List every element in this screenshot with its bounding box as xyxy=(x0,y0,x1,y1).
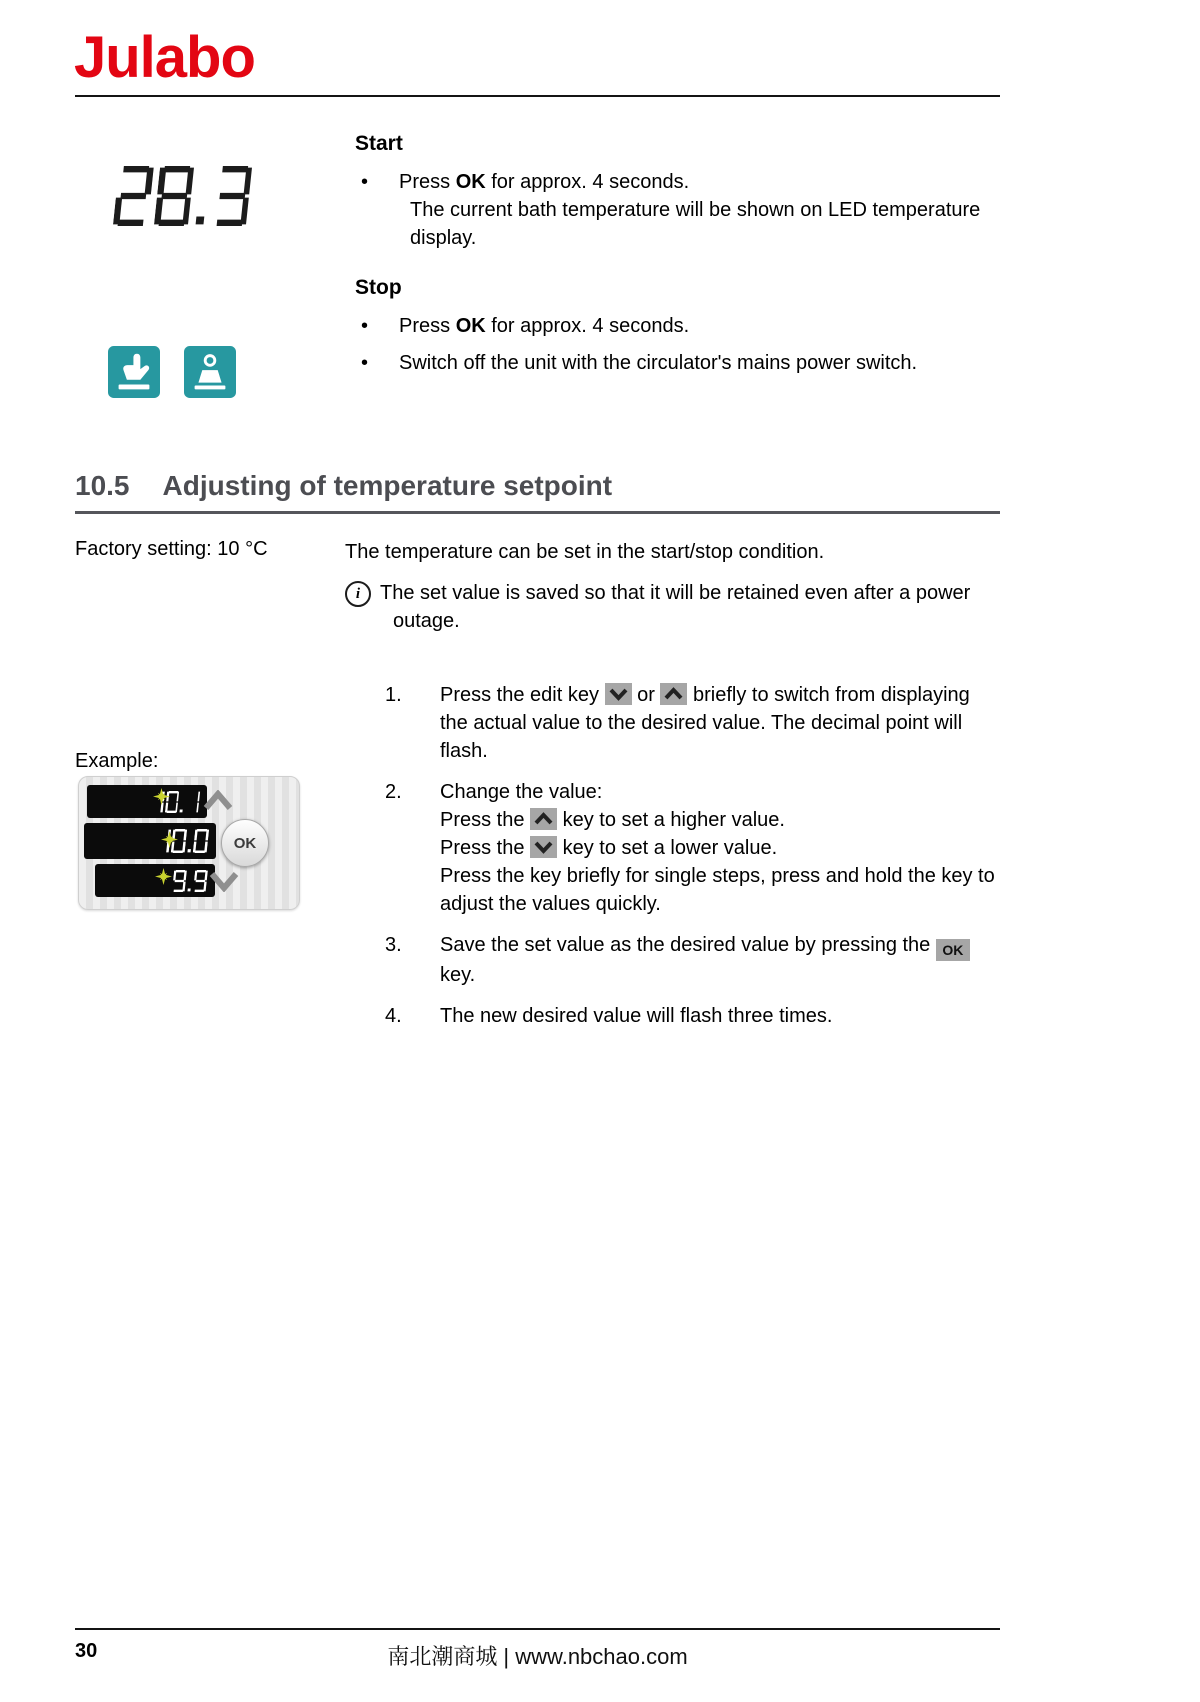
footer-rule xyxy=(75,1628,1000,1630)
list-item xyxy=(355,168,1000,252)
down-key-icon xyxy=(207,870,241,897)
list-item xyxy=(355,349,1000,377)
step2-line4: Press the key briefly for single steps, press and hold the key to adjust the values quickly. xyxy=(440,865,995,915)
text: Press the xyxy=(440,837,531,859)
text: briefly to switch from displaying the actual value to the desired value. The decimal point will flash. xyxy=(440,684,970,762)
step-body xyxy=(440,931,1000,989)
section-title: Adjusting of temperature setpoint xyxy=(162,470,613,501)
text: for approx. 4 seconds. xyxy=(485,171,690,193)
step-2 xyxy=(385,778,1000,918)
text: key to set a higher value. xyxy=(557,809,785,831)
text: Save the set value as the desired value by pressing the xyxy=(440,934,936,956)
ok-bold-text: OK xyxy=(455,171,486,193)
text: for approx. 4 seconds. xyxy=(485,315,690,337)
led-temperature-display xyxy=(113,166,253,226)
press-key-icon xyxy=(108,346,160,398)
info-note xyxy=(345,579,1000,635)
bullet-marker: • xyxy=(361,352,369,374)
step2-line1: Change the value: xyxy=(440,781,603,803)
setpoint-content xyxy=(345,538,1000,1043)
led-panel-setpoint-high xyxy=(87,785,207,818)
list-item xyxy=(355,312,1000,340)
mains-switch-icon xyxy=(184,346,236,398)
step2-line3 xyxy=(440,834,1000,862)
footer-site-text: 南北潮商城 | www.nbchao.com xyxy=(387,1644,688,1669)
page-number: 30 xyxy=(75,1640,98,1662)
text: Press xyxy=(399,171,456,193)
ok-button: OK xyxy=(221,819,269,867)
bullet-marker: • xyxy=(361,315,369,337)
section-heading xyxy=(75,470,1000,514)
step-number: 2. xyxy=(385,781,402,803)
flash-star-icon xyxy=(155,868,172,885)
header-rule xyxy=(75,95,1000,97)
step-3 xyxy=(385,931,1000,989)
factory-setting-label: Factory setting: 10 °C xyxy=(75,538,268,560)
text: Press the xyxy=(440,809,531,831)
step-number: 3. xyxy=(385,934,402,956)
text: Press the edit key xyxy=(440,684,605,706)
down-key-icon xyxy=(530,836,557,858)
step3-line1 xyxy=(440,931,1000,961)
led-value xyxy=(172,870,208,892)
text: Press xyxy=(399,315,456,337)
info-line1: The set value is saved so that it will be retained even after a power xyxy=(380,582,971,604)
bullet-marker: • xyxy=(361,171,369,193)
text: key to set a lower value. xyxy=(557,837,778,859)
start-bullet-line1 xyxy=(399,168,1000,196)
ok-bold-text: OK xyxy=(455,315,486,337)
pictogram-row xyxy=(108,346,236,398)
start-bullet-line2: The current bath temperature will be shown on LED temperature display. xyxy=(410,199,981,249)
up-key-icon xyxy=(530,808,557,830)
down-key-icon xyxy=(605,683,632,705)
flash-star-icon xyxy=(153,788,170,805)
example-label: Example: xyxy=(75,750,159,772)
ok-key-icon: OK xyxy=(936,939,970,961)
start-stop-section xyxy=(355,130,1000,386)
stop-bullet2-text: Switch off the unit with the circulator's mains power switch. xyxy=(399,352,918,374)
section-number: 10.5 xyxy=(75,470,130,501)
start-heading: Start xyxy=(355,132,403,155)
step-body xyxy=(440,681,1000,765)
text: or xyxy=(631,684,661,706)
flash-star-icon xyxy=(161,831,178,848)
step-1 xyxy=(385,681,1000,765)
step2-line2 xyxy=(440,806,1000,834)
info-icon: i xyxy=(345,581,371,607)
steps-list xyxy=(345,681,1000,1030)
julabo-logo: Julabo xyxy=(74,25,255,90)
stop-heading: Stop xyxy=(355,276,402,299)
up-key-icon xyxy=(660,683,687,705)
step-number: 1. xyxy=(385,684,402,706)
led-panel-setpoint xyxy=(84,823,216,859)
step-number: 4. xyxy=(385,1005,402,1027)
step3-line2: key. xyxy=(440,964,476,986)
example-display-widget xyxy=(78,776,300,910)
info-line2: outage. xyxy=(393,610,460,632)
step-body xyxy=(440,778,1000,918)
step-4 xyxy=(385,1002,1000,1030)
stop-bullet-line1 xyxy=(399,312,1000,340)
intro-text: The temperature can be set in the start/stop condition. xyxy=(345,541,825,563)
up-key-icon xyxy=(201,790,235,817)
step-body: The new desired value will flash three times. xyxy=(440,1005,833,1027)
